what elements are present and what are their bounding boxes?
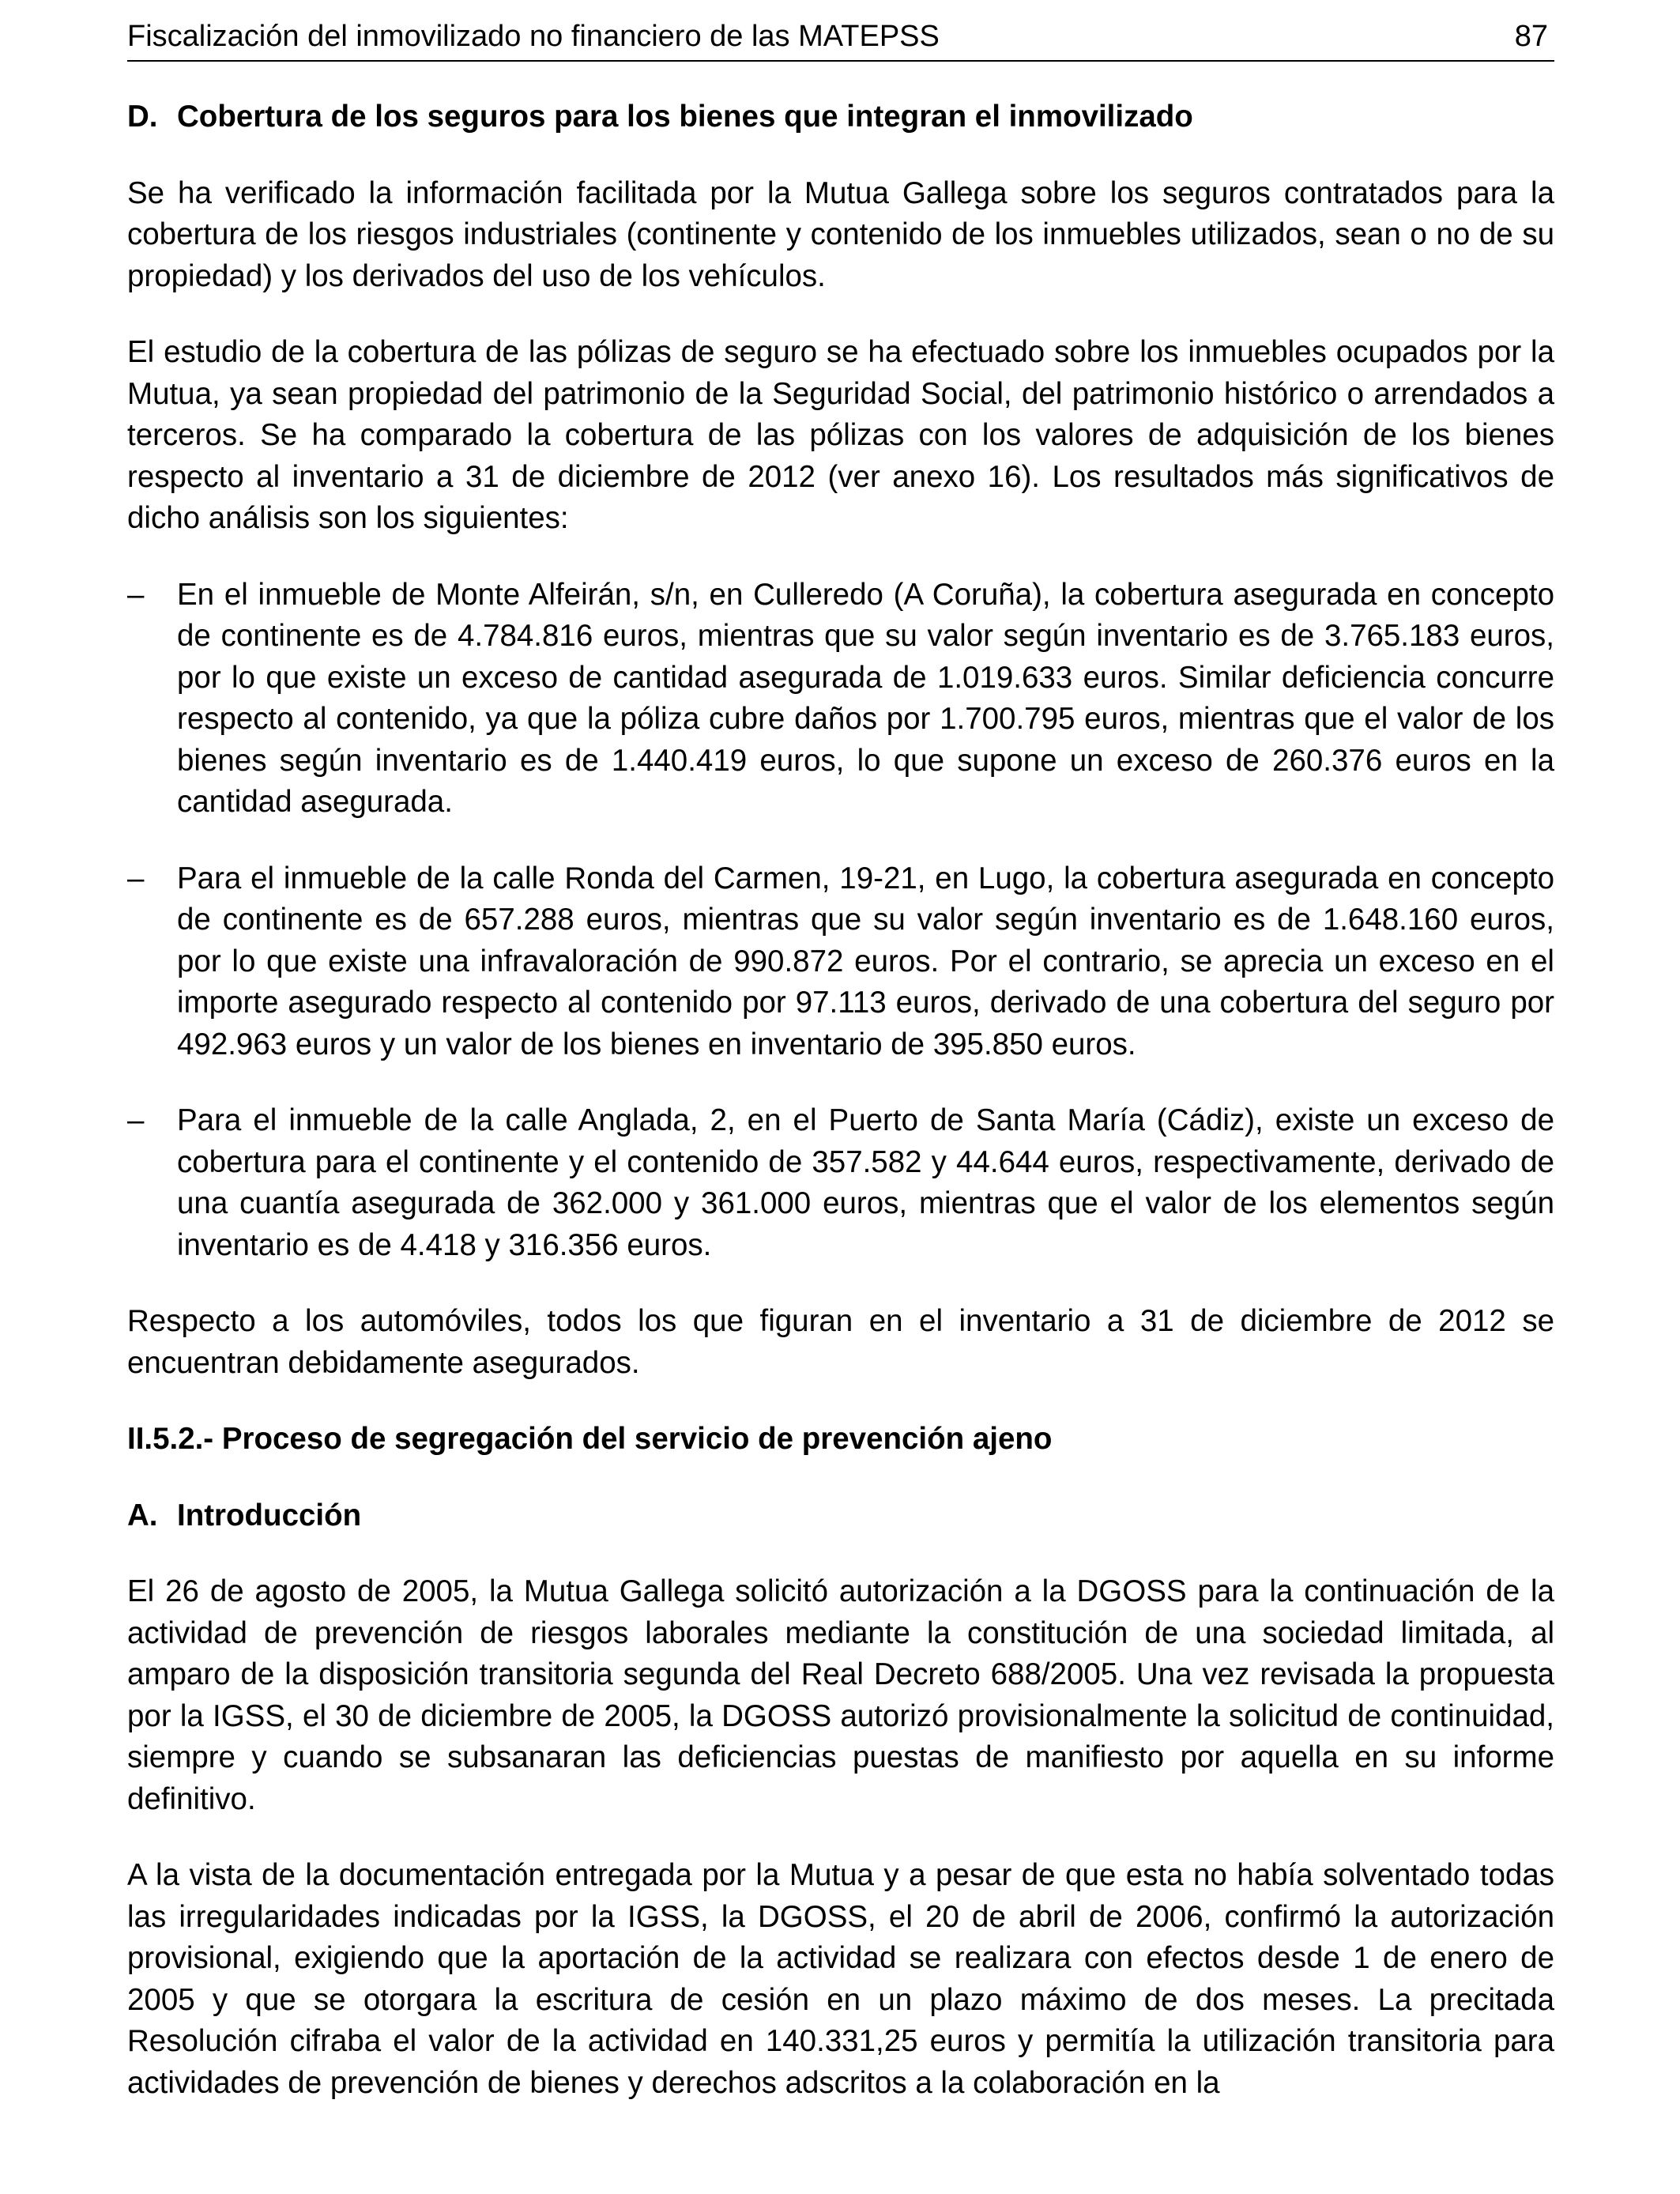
dash-bullet: – [127,1103,145,1137]
paragraph: El 26 de agosto de 2005, la Mutua Gallega solicitó autorización a la DGOSS para la continuación de la actividad de prevención de riesgos laborales mediante la constitución de una sociedad limitada, al amparo de la disposición transitoria segunda del Real Decreto 688/2005. Una vez revisada la propuesta por la IGSS, el 30 de diciembre de 2005, la DGOSS autorizó provisionalmente la solicitud de continuidad, siempre y cuando se subsanaran las deficiencias puestas de manifiesto por aquella en su informe definitivo. [127,1574,1554,1816]
page-header [127,16,1554,62]
list-item [127,575,1554,824]
list-item-text: Para el inmueble de la calle Anglada, 2, en el Puerto de Santa María (Cádiz), existe un exceso de cobertura para el continente y el contenido de 357.582 y 44.644 euros, respectivamente, derivado de una cuantía asegurada de 362.000 y 361.000 euros, mientras que el valor de los elementos según inventario es de 4.418 y 316.356 euros. [177,1103,1554,1262]
paragraph: Respecto a los automóviles, todos los que figuran en el inventario a 31 de diciembre de 2012 se encuentran debidamente asegurados. [127,1304,1554,1380]
section-d-title: Cobertura de los seguros para los bienes que integran el inmovilizado [177,100,1193,134]
section-a-label: A. [127,1498,158,1532]
section-d-label: D. [127,100,158,134]
page-number: 87 [1514,20,1548,53]
dash-bullet: – [127,861,145,895]
header-title: Fiscalización del inmovilizado no financiero de las MATEPSS [127,20,940,53]
section-a-heading [127,1495,1554,1537]
paragraph: A la vista de la documentación entregada por la Mutua y a pesar de que esta no había solventado todas las irregularidades indicadas por la IGSS, la DGOSS, el 20 de abril de 2006, confirmó la autorización provisional, exigiendo que la aportación de la actividad se realizara con efectos desde 1 de enero de 2005 y que se otorgara la escritura de cesión en un plazo máximo de dos meses. La precitada Resolución cifraba el valor de la actividad en 140.331,25 euros y permitía la utilización transitoria para actividades de prevención de bienes y derechos adscritos a la colaboración en la [127,1858,1554,2100]
paragraph: Se ha verificado la información facilitada por la Mutua Gallega sobre los seguros contratados para la cobertura de los riesgos industriales (continente y contenido de los inmuebles utilizados, sean o no de su propiedad) y los derivados del uso de los vehículos. [127,175,1554,293]
section-ii52-heading: II.5.2.- Proceso de segregación del servicio de prevención ajeno [127,1422,1053,1456]
section-d-heading [127,96,1554,138]
list-item-text: En el inmueble de Monte Alfeirán, s/n, en Culleredo (A Coruña), la cobertura asegurada en concepto de continente es de 4.784.816 euros, mientras que su valor según inventario es de 3.765.183 euros, por lo que existe un exceso de cantidad asegurada de 1.019.633 euros. Similar deficiencia concurre respecto al contenido, ya que la póliza cubre daños por 1.700.795 euros, mientras que el valor de los bienes según inventario es de 1.440.419 euros, lo que supone un exceso de 260.376 euros en la cantidad asegurada. [177,577,1554,819]
list-item [127,858,1554,1066]
page-body [127,96,1554,2139]
section-a-title: Introducción [177,1498,362,1532]
list-item [127,1100,1554,1266]
paragraph: El estudio de la cobertura de las pólizas de seguro se ha efectuado sobre los inmuebles ocupados por la Mutua, ya sean propiedad del patrimonio de la Seguridad Social, del patrimonio histórico o arrendados a terceros. Se ha comparado la cobertura de las pólizas con los valores de adquisición de los bienes respecto al inventario a 31 de diciembre de 2012 (ver anexo 16). Los resultados más significativos de dicho análisis son los siguientes: [127,335,1554,535]
dash-bullet: – [127,577,145,612]
findings-list [127,575,1554,1267]
list-item-text: Para el inmueble de la calle Ronda del Carmen, 19-21, en Lugo, la cobertura asegurada en concepto de continente es de 657.288 euros, mientras que su valor según inventario es de 1.648.160 euros, por lo que existe una infravaloración de 990.872 euros. Por el contrario, se aprecia un exceso en el importe asegurado respecto al contenido por 97.113 euros, derivado de una cobertura del seguro por 492.963 euros y un valor de los bienes en inventario de 395.850 euros. [177,861,1554,1061]
